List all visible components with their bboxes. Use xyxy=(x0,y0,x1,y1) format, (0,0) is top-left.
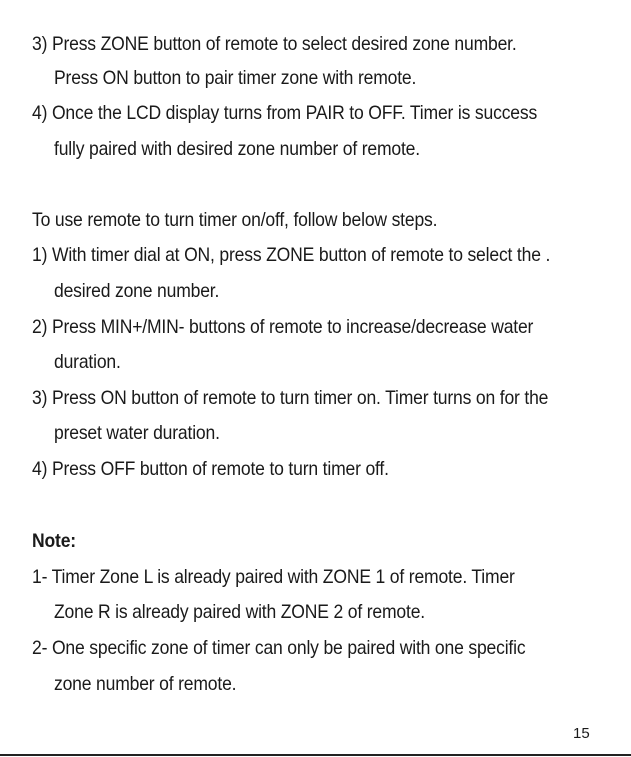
pairing-step-3: 3) Press ZONE button of remote to select desired zone number. xyxy=(32,33,517,55)
usage-step-3: 3) Press ON button of remote to turn timer on. Timer turns on for the xyxy=(32,387,549,409)
usage-step-2-continued: duration. xyxy=(54,351,121,373)
page-number: 15 xyxy=(573,725,590,742)
usage-step-4: 4) Press OFF button of remote to turn timer off. xyxy=(32,458,389,480)
note-2-continued: zone number of remote. xyxy=(54,673,237,695)
note-1-continued: Zone R is already paired with ZONE 2 of remote. xyxy=(54,601,425,623)
note-2: 2- One specific zone of timer can only be paired with one specific xyxy=(32,637,526,659)
note-heading: Note: xyxy=(32,530,76,552)
pairing-step-4-continued: fully paired with desired zone number of remote. xyxy=(54,138,420,160)
bottom-divider xyxy=(0,754,631,756)
usage-intro: To use remote to turn timer on/off, follow below steps. xyxy=(32,209,438,231)
note-1: 1- Timer Zone L is already paired with ZONE 1 of remote. Timer xyxy=(32,566,515,588)
pairing-step-4: 4) Once the LCD display turns from PAIR to OFF. Timer is success xyxy=(32,102,538,124)
pairing-step-3-continued: Press ON button to pair timer zone with remote. xyxy=(54,67,417,89)
usage-step-1: 1) With timer dial at ON, press ZONE button of remote to select the . xyxy=(32,244,551,266)
usage-step-2: 2) Press MIN+/MIN- buttons of remote to increase/decrease water xyxy=(32,316,534,338)
usage-step-3-continued: preset water duration. xyxy=(54,422,220,444)
usage-step-1-continued: desired zone number. xyxy=(54,280,220,302)
